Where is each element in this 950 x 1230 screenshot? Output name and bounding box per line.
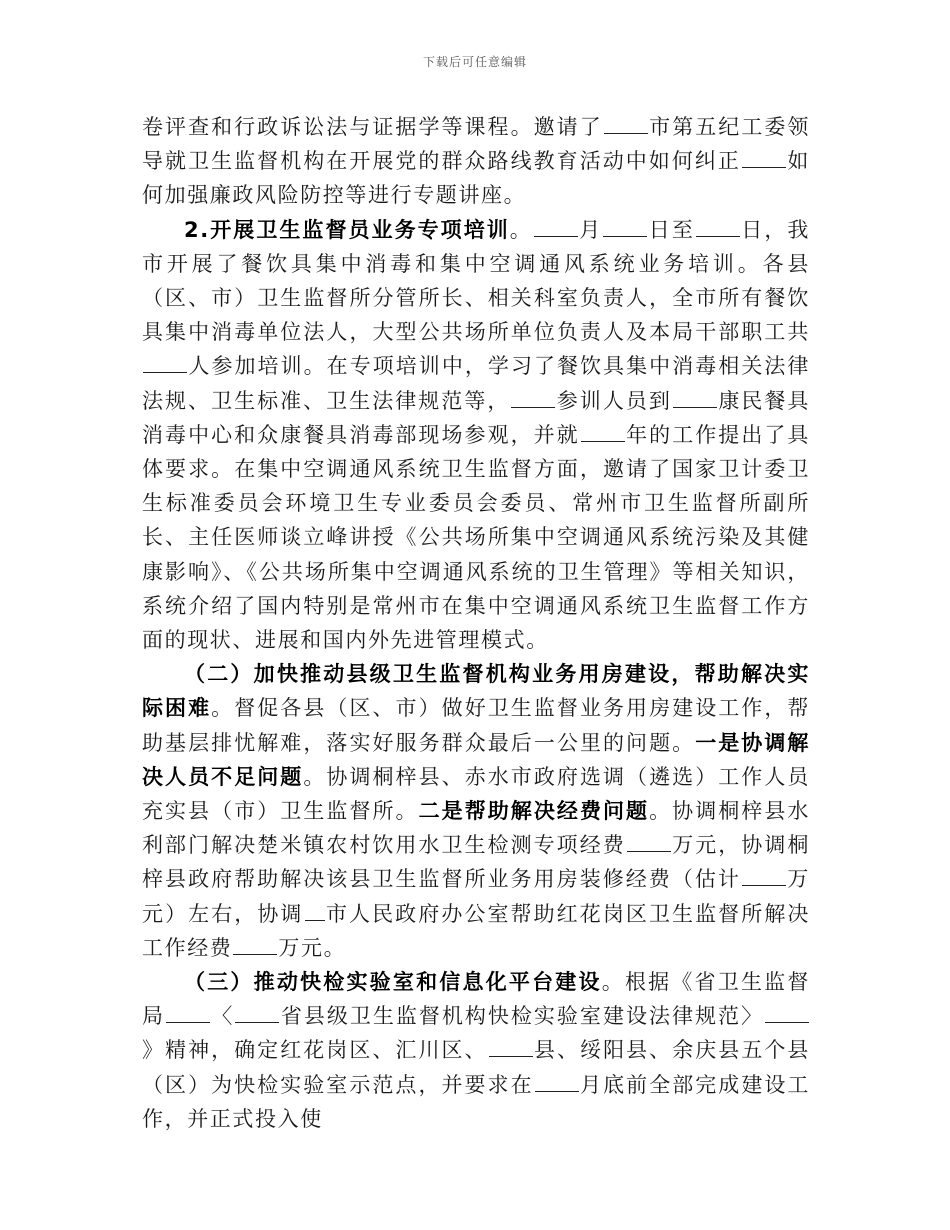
text-run: 月 (578, 217, 603, 242)
fill-blank (742, 147, 786, 168)
fill-blank (627, 831, 671, 852)
text-run: 县、绥阳县、余庆县五个县（区）为快检实验室示范点，并要求在 (142, 1038, 811, 1097)
text-run: 市第五纪工委领导就卫生监督机构在开展党的群众路线教育活动中如何纠正 (142, 115, 811, 174)
fill-blank (511, 387, 555, 408)
fill-blank (673, 387, 717, 408)
fill-blank (489, 1036, 533, 1057)
text-run: 万元，协调桐梓县政府帮助解决该县卫生监督所业务用房装修经费（估计 (142, 833, 810, 892)
fill-blank (233, 934, 277, 955)
text-run: 。根据《省卫生监督局 (142, 970, 810, 1029)
fill-blank (535, 1071, 579, 1092)
fill-blank (534, 216, 578, 237)
fill-blank (235, 1002, 279, 1023)
text-run: 如何加强廉政风险防控等进行专题讲座。 (142, 149, 810, 208)
fill-blank (603, 216, 647, 237)
fill-blank (305, 900, 325, 921)
paragraph-4 (142, 965, 810, 1136)
text-run: 省县级卫生监督机构快检实验室建设法律规范〉 (280, 1004, 764, 1029)
text-run: 市人民政府办公室帮助红花岗区卫生监督所解决工作经费 (142, 901, 810, 960)
fill-blank (696, 216, 740, 237)
text-run: 。督促各县（区、市）做好卫生监督业务用房建设工作，帮助基层排忧解难，落实好服务群众最后一公里的问题。 (142, 696, 810, 755)
page-header: 下载后可任意编辑 (422, 55, 527, 69)
subheading: 二是帮助解决经费问题 (418, 799, 650, 824)
text-run: 万元。 (278, 935, 347, 960)
paragraph-3 (142, 657, 810, 965)
text-run: 。 (509, 217, 533, 242)
text-run: 日至 (648, 217, 695, 242)
text-run: 〈 (211, 1004, 235, 1029)
section-heading: （三）推动快检实验室和信息化平台建设 (184, 970, 602, 995)
section-heading: 2.开展卫生监督员业务专项培训 (184, 217, 510, 242)
fill-blank (143, 352, 187, 373)
text-run: 》精神，确定红花岗区、汇川区、 (142, 1038, 488, 1063)
fill-blank (742, 865, 786, 886)
section-heading: （二）加快推动县级卫生监督机构业务用房建设，帮助解决实际困难 (142, 662, 810, 721)
text-run: 参训人员到 (556, 388, 672, 413)
text-run: 人参加培训。在专项培训中，学习了餐饮具集中消毒相关法律法规、卫生标准、卫生法律规范等， (142, 354, 810, 413)
fill-blank (604, 113, 648, 134)
text-run: 。协调桐梓县水利部门解决楚米镇农村饮用水卫生检测专项经费 (142, 799, 811, 858)
text-run: 日，我市开展了餐饮具集中消毒和集中空调通风系统业务培训。各县（区、市）卫生监督所分管所长、相关科室负责人，全市所有餐饮具集中消毒单位法人，大型公共场所单位负责人及本局干部职工共 (142, 217, 810, 345)
document-body (142, 110, 810, 1136)
text-run: 康民餐具消毒中心和众康餐具消毒部现场参观，并就 (142, 388, 810, 447)
fill-blank (581, 421, 625, 442)
text-run: 月底前全部完成建设工作，并正式投入使 (142, 1072, 811, 1131)
text-run: 。协调桐梓县、赤水市政府选调（遴选）工作人员充实县（市）卫生监督所。 (142, 764, 811, 824)
subheading: 一是协调解决人员不足问题 (142, 730, 811, 789)
text-run: 年的工作提出了具体要求。在集中空调通风系统卫生监督方面，邀请了国家卫计委卫生标准委员会环境卫生专业委员会委员、常州市卫生监督所副所长、主任医师谈立峰讲授《公共场所集中空调通风系统污染及其健康影响》、《公共场所集中空调通风系统的卫生管理》等相关知识，系统介绍了国内特别是常州市在集中空调通风系统卫生监督工作方面的现状、进展和国内外先进管理模式。 (142, 422, 810, 653)
paragraph-2 (142, 213, 810, 658)
fill-blank (166, 1002, 210, 1023)
paragraph-1 (142, 110, 810, 213)
fill-blank (765, 1002, 809, 1023)
text-run: 万元）左右，协调 (142, 867, 810, 926)
text-run: 卷评查和行政诉讼法与证据学等课程。邀请了 (142, 115, 603, 139)
